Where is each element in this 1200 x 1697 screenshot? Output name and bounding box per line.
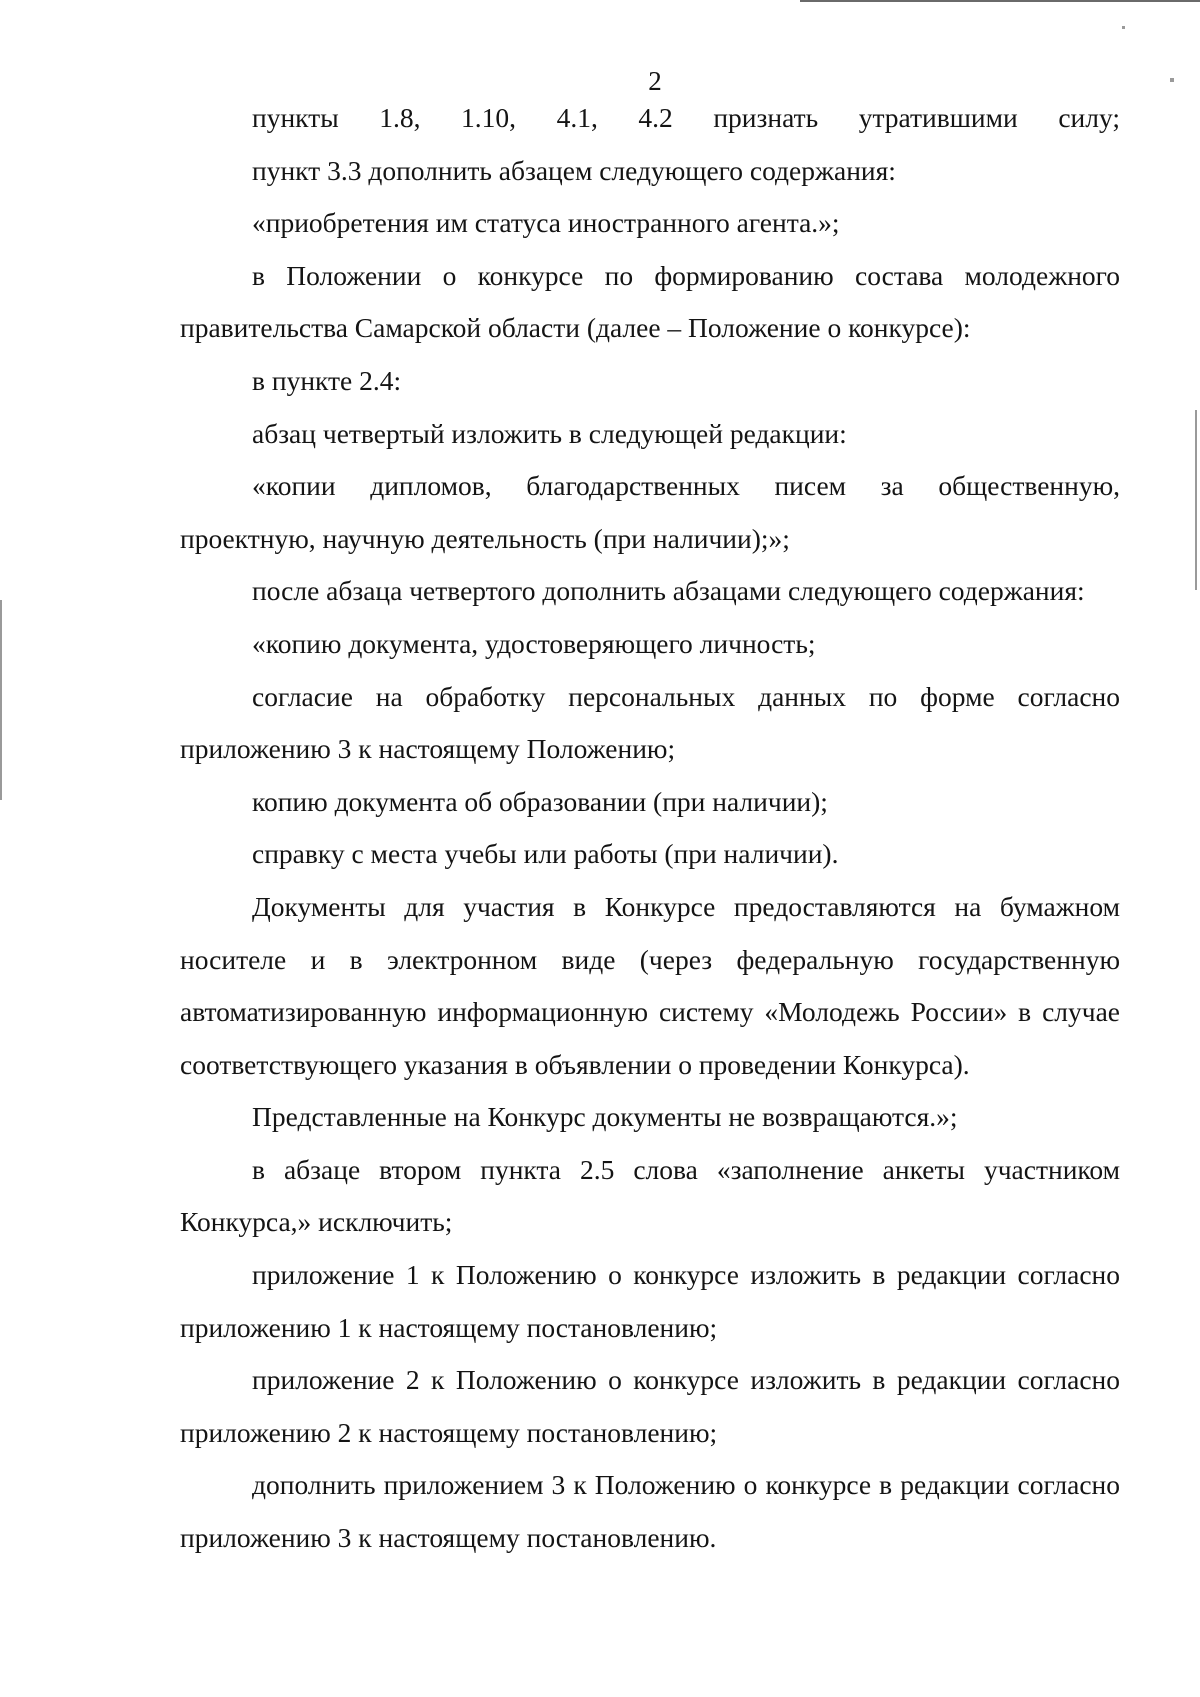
paragraph: абзац четвертый изложить в следующей редакции:: [252, 417, 847, 449]
page-number: 2: [648, 66, 662, 96]
paragraph: «приобретения им статуса иностранного агента.»;: [252, 207, 840, 239]
paragraph: справку с места учебы или работы (при наличии).: [252, 838, 839, 870]
paragraph: пункт 3.3 дополнить абзацем следующего содержания:: [252, 154, 896, 186]
scan-edge-left: [0, 600, 2, 800]
scan-edge-line: [800, 0, 1200, 2]
paragraph: в Положении о конкурсе по формированию состава молодежного правительства Самарской области (далее – Положение о конкурсе):: [180, 259, 1120, 344]
paragraph: после абзаца четвертого дополнить абзацами следующего содержания:: [252, 575, 1085, 607]
paragraph: приложение 1 к Положению о конкурсе изложить в редакции согласно приложению 1 к настоящему постановлению;: [180, 1259, 1120, 1343]
paragraph: в абзаце втором пункта 2.5 слова «заполнение анкеты участником Конкурса,» исключить;: [180, 1153, 1120, 1238]
paragraph: дополнить приложением 3 к Положению о конкурсе в редакции согласно приложению 3 к настоящему постановлению.: [180, 1469, 1120, 1554]
scan-edge-right: [1195, 410, 1197, 590]
paragraph: Документы для участия в Конкурсе предоставляются на бумажном носителе и в электронном виде (через федеральную государственную автоматизированную информационную систему «Молодежь России» в случае соответствующего указания в объявлении о проведении Конкурса).: [180, 890, 1120, 1080]
paragraph: «копии дипломов, благодарственных писем за общественную, проектную, научную деятельность (при наличии);»;: [180, 470, 1120, 554]
paragraph: согласие на обработку персональных данных по форме согласно приложению 3 к настоящему Положению;: [180, 680, 1120, 765]
paragraph: пункты 1.8, 1.10, 4.1, 4.2 признать утратившими силу;: [252, 102, 1120, 133]
paragraph: приложение 2 к Положению о конкурсе изложить в редакции согласно приложению 2 к настоящему постановлению;: [180, 1364, 1120, 1448]
paragraph: копию документа об образовании (при наличии);: [252, 785, 828, 817]
paragraph: в пункте 2.4:: [252, 364, 402, 396]
paragraph: Представленные на Конкурс документы не возвращаются.»;: [252, 1101, 958, 1133]
document-body: [180, 92, 1120, 1565]
scan-speck: [1122, 26, 1125, 29]
paragraph: «копию документа, удостоверяющего личность;: [252, 627, 816, 659]
